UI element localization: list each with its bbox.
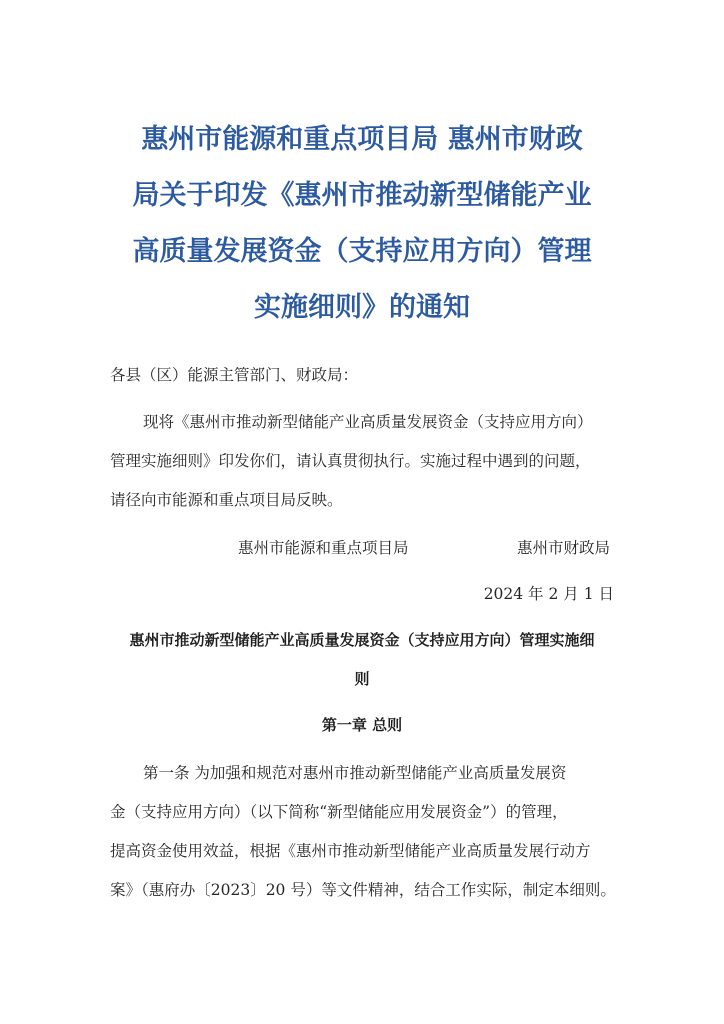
notice-title-line: 惠州市能源和重点项目局 惠州市财政	[141, 124, 583, 155]
notice-body-line: 现将《惠州市推动新型储能产业高质量发展资金（支持应用方向）	[143, 413, 593, 431]
article-1-line: 提高资金使用效益，根据《惠州市推动新型储能产业高质量发展行动方	[110, 842, 591, 860]
article-1-line: 第一条 为加强和规范对惠州市推动新型储能产业高质量发展资	[143, 764, 567, 782]
notice-body-line: 管理实施细则》印发你们，请认真贯彻执行。实施过程中遇到的问题，	[110, 452, 591, 470]
notice-title	[100, 112, 624, 336]
article-1-line: 金（支持应用方向）（以下简称“新型储能应用发展资金”）的管理，	[110, 803, 568, 821]
notice-title-line: 高质量发展资金（支持应用方向）管理	[132, 236, 592, 267]
notice-title-line: 局关于印发《惠州市推动新型储能产业	[132, 180, 592, 211]
notice-title-line: 实施细则》的通知	[254, 292, 470, 323]
rules-title-line: 则	[354, 670, 370, 688]
issue-date: 2024 年 2 月 1 日	[483, 585, 614, 603]
article-1	[110, 754, 614, 910]
issuer-finance-bureau: 惠州市财政局	[517, 539, 611, 557]
salutation: 各县（区）能源主管部门、财政局：	[110, 366, 359, 384]
chapter-heading: 第一章 总则	[321, 716, 403, 734]
rules-title	[110, 621, 614, 699]
article-1-line: 案》（惠府办〔2023〕20 号）等文件精神，结合工作实际，制定本细则。	[110, 881, 616, 899]
notice-body	[110, 403, 614, 520]
notice-body-line: 请径向市能源和重点项目局反映。	[110, 491, 343, 509]
issuer-energy-bureau: 惠州市能源和重点项目局	[238, 539, 409, 557]
rules-title-line: 惠州市推动新型储能产业高质量发展资金（支持应用方向）管理实施细	[129, 631, 595, 649]
